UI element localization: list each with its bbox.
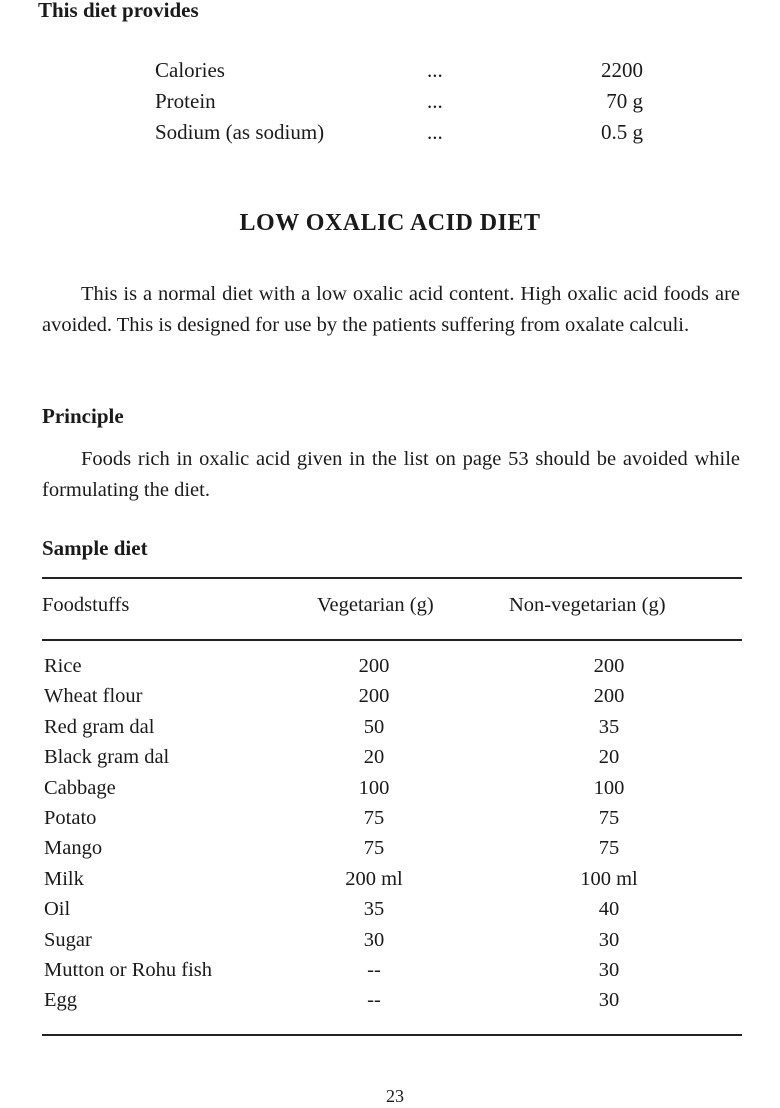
table-body xyxy=(42,655,742,1020)
table-row xyxy=(42,929,742,959)
provides-value: 70 g xyxy=(606,89,643,113)
cell-foodstuff: Black gram dal xyxy=(44,746,170,769)
cell-vegetarian: 200 xyxy=(358,655,390,677)
cell-non-vegetarian: 30 xyxy=(598,958,620,981)
cell-non-vegetarian: 75 xyxy=(598,806,620,829)
cell-non-vegetarian: 100 ml xyxy=(580,867,638,890)
page-number: 23 xyxy=(386,1086,404,1106)
cell-vegetarian: 50 xyxy=(363,715,385,738)
table-row xyxy=(42,959,742,989)
cell-foodstuff: Red gram dal xyxy=(44,715,155,738)
cell-vegetarian: 30 xyxy=(363,928,385,951)
provides-value: 0.5 g xyxy=(601,120,643,144)
provides-dots: ... xyxy=(427,120,443,144)
cell-vegetarian: -- xyxy=(367,989,381,1012)
intro-paragraph: This is a normal diet with a low oxalic acid content. High oxalic acid foods are avoided. This is designed for use by the patients suffering from oxalate calculi. xyxy=(42,283,740,336)
cell-foodstuff: Cabbage xyxy=(44,776,116,799)
provides-row xyxy=(155,58,655,89)
cell-non-vegetarian: 40 xyxy=(598,898,620,921)
cell-non-vegetarian: 35 xyxy=(598,715,620,738)
section-title: LOW OXALIC ACID DIET xyxy=(239,210,541,236)
cell-non-vegetarian: 75 xyxy=(598,837,620,860)
table-top-rule xyxy=(42,577,742,579)
cell-foodstuff: Potato xyxy=(44,806,97,829)
cell-non-vegetarian: 20 xyxy=(598,746,620,769)
cell-vegetarian: 100 xyxy=(358,776,390,799)
principle-paragraph: Foods rich in oxalic acid given in the list on page 53 should be avoided while formulating the diet. xyxy=(42,448,740,501)
table-row xyxy=(42,685,742,715)
cell-foodstuff: Mutton or Rohu fish xyxy=(44,958,212,981)
cell-foodstuff: Wheat flour xyxy=(44,685,143,708)
table-row xyxy=(42,989,742,1019)
table-row xyxy=(42,777,742,807)
column-header-vegetarian: Vegetarian (g) xyxy=(317,594,434,616)
cell-non-vegetarian: 200 xyxy=(593,655,625,677)
table-bottom-rule xyxy=(42,1034,742,1036)
provides-row xyxy=(155,89,655,120)
table-row xyxy=(42,898,742,928)
cell-vegetarian: 35 xyxy=(363,898,385,921)
provides-dots: ... xyxy=(427,89,443,113)
table-row xyxy=(42,807,742,837)
cell-foodstuff: Rice xyxy=(44,655,82,677)
cell-foodstuff: Mango xyxy=(44,837,103,860)
table-row xyxy=(42,716,742,746)
cell-non-vegetarian: 200 xyxy=(593,685,625,708)
provides-dots: ... xyxy=(427,58,443,82)
cell-non-vegetarian: 30 xyxy=(598,989,620,1012)
table-row xyxy=(42,868,742,898)
cell-vegetarian: 75 xyxy=(363,806,385,829)
cell-non-vegetarian: 30 xyxy=(598,928,620,951)
cell-vegetarian: -- xyxy=(367,958,381,981)
sample-diet-heading: Sample diet xyxy=(42,536,148,560)
table-row xyxy=(42,837,742,867)
cell-vegetarian: 75 xyxy=(363,837,385,860)
cell-foodstuff: Egg xyxy=(44,989,78,1012)
cell-vegetarian: 200 xyxy=(358,685,390,708)
table-row xyxy=(42,746,742,776)
cell-vegetarian: 20 xyxy=(363,746,385,769)
provides-label: Calories xyxy=(155,58,225,82)
column-header-foodstuffs: Foodstuffs xyxy=(42,594,130,616)
provides-heading: This diet provides xyxy=(38,0,199,22)
cell-vegetarian: 200 ml xyxy=(345,867,403,890)
table-header-rule xyxy=(42,639,742,641)
cell-foodstuff: Sugar xyxy=(44,928,92,951)
cell-foodstuff: Milk xyxy=(44,867,84,890)
table-row xyxy=(42,655,742,685)
cell-non-vegetarian: 100 xyxy=(593,776,625,799)
column-header-non-vegetarian: Non-vegetarian (g) xyxy=(509,594,666,616)
provides-value: 2200 xyxy=(601,58,643,82)
provides-list xyxy=(155,58,655,151)
principle-heading: Principle xyxy=(42,404,124,428)
provides-row xyxy=(155,120,655,151)
provides-label: Protein xyxy=(155,89,216,113)
cell-foodstuff: Oil xyxy=(44,898,71,921)
provides-label: Sodium (as sodium) xyxy=(155,120,325,144)
